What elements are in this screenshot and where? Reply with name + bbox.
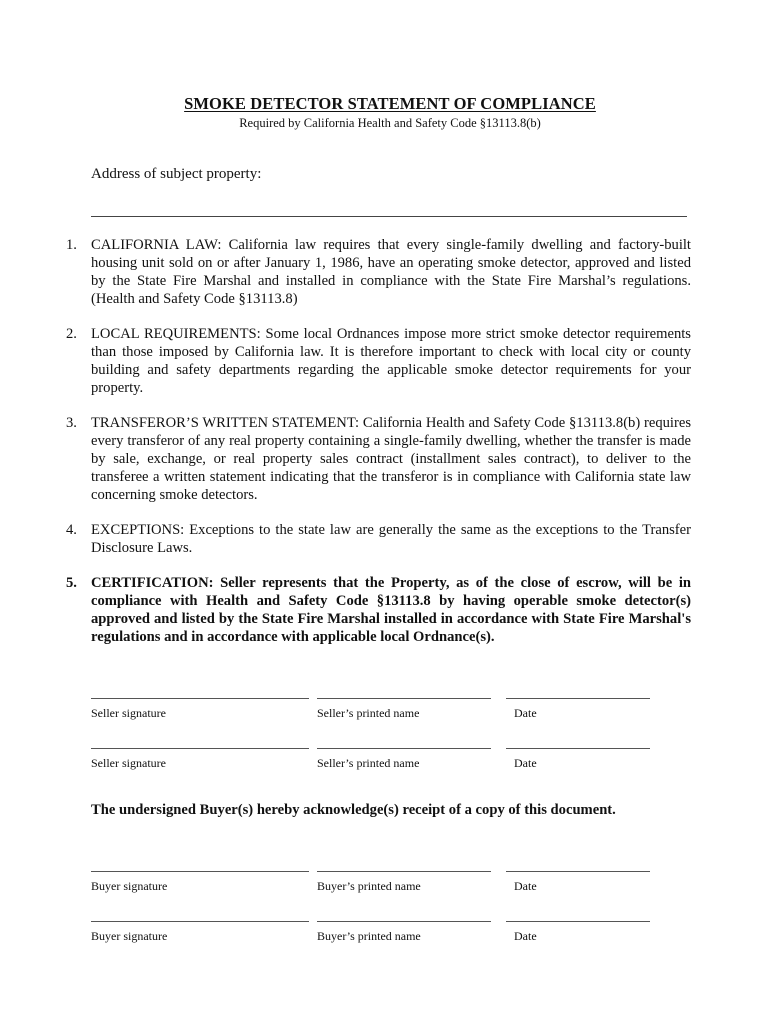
item-text: LOCAL REQUIREMENTS: Some local Ordnances impose more strict smoke detector requirements than those imposed by California law. It is therefore important to check with local city or county building and safety departments regarding the applicable smoke detector requirements for your property.: [91, 326, 691, 396]
item-text: CALIFORNIA LAW: California law requires that every single-family dwelling and factory-built housing unit sold on or after January 1, 1986, have an operating smoke detector, approved and listed by the State Fire Marshal and installed in compliance with the State Fire Marshal’s regulations. (Health and Safety Code §13113.8): [91, 237, 691, 307]
seller-printed-name-line[interactable]: [317, 698, 491, 699]
list-item-certification: [66, 574, 691, 646]
seller-date-label: Date: [514, 756, 537, 770]
list-item-transferor-statement: [66, 414, 691, 504]
document-title: SMOKE DETECTOR STATEMENT OF COMPLIANCE: [184, 94, 596, 113]
item-text: EXCEPTIONS: Exceptions to the state law are generally the same as the exceptions to the Transfer Disclosure Laws.: [91, 522, 691, 556]
seller-signature-row: [91, 748, 651, 772]
list-item-exceptions: [66, 521, 691, 557]
buyer-signature-label: Buyer signature: [91, 929, 168, 943]
buyer-printed-name-label: Buyer’s printed name: [317, 879, 421, 893]
seller-printed-name-label: Seller’s printed name: [317, 756, 420, 770]
seller-printed-name-line[interactable]: [317, 748, 491, 749]
buyer-signature-line[interactable]: [91, 921, 309, 922]
item-number: 5.: [66, 575, 77, 591]
list-item-california-law: [66, 236, 691, 308]
buyer-date-line[interactable]: [506, 921, 650, 922]
item-text: TRANSFEROR’S WRITTEN STATEMENT: California Health and Safety Code §13113.8(b) requires every transferor of any real property containing a single-family dwelling, whether the transfer is made by sale, exchange, or real property sales contract (installment sales contract), to deliver to the transferee a written statement indicating that the transferor is in compliance with California state law concerning smoke detectors.: [91, 415, 691, 503]
compliance-items-list: [66, 236, 691, 646]
seller-signature-label: Seller signature: [91, 756, 166, 770]
seller-printed-name-label: Seller’s printed name: [317, 706, 420, 720]
buyer-printed-name-label: Buyer’s printed name: [317, 929, 421, 943]
seller-date-line[interactable]: [506, 748, 650, 749]
buyer-signature-row: [91, 871, 651, 895]
buyer-signature-line[interactable]: [91, 871, 309, 872]
buyer-printed-name-line[interactable]: [317, 871, 491, 872]
item-number: 2.: [66, 326, 77, 342]
buyer-signature-label: Buyer signature: [91, 879, 168, 893]
seller-signature-row: [91, 698, 651, 722]
seller-date-label: Date: [514, 706, 537, 720]
buyer-date-label: Date: [514, 929, 537, 943]
item-text: CERTIFICATION: Seller represents that the Property, as of the close of escrow, will be in compliance with Health and Safety Code §13113.8 by having operable smoke detector(s) approved and listed by the State Fire Marshal installed in accordance with State Fire Marshal's regulations and in accordance with applicable local Ordnance(s).: [91, 575, 691, 645]
seller-signature-label: Seller signature: [91, 706, 166, 720]
address-label: Address of subject property:: [91, 166, 262, 182]
document-subtitle: Required by California Health and Safety Code §13113.8(b): [239, 116, 541, 130]
buyer-date-line[interactable]: [506, 871, 650, 872]
list-item-local-requirements: [66, 325, 691, 397]
seller-date-line[interactable]: [506, 698, 650, 699]
item-number: 4.: [66, 522, 77, 538]
seller-signature-line[interactable]: [91, 748, 309, 749]
buyer-date-label: Date: [514, 879, 537, 893]
address-field-line[interactable]: [91, 216, 687, 217]
item-number: 3.: [66, 415, 77, 431]
buyer-signature-row: [91, 921, 651, 945]
buyer-printed-name-line[interactable]: [317, 921, 491, 922]
seller-signature-line[interactable]: [91, 698, 309, 699]
item-number: 1.: [66, 237, 77, 253]
buyer-acknowledgement: The undersigned Buyer(s) hereby acknowledge(s) receipt of a copy of this document.: [91, 802, 616, 818]
